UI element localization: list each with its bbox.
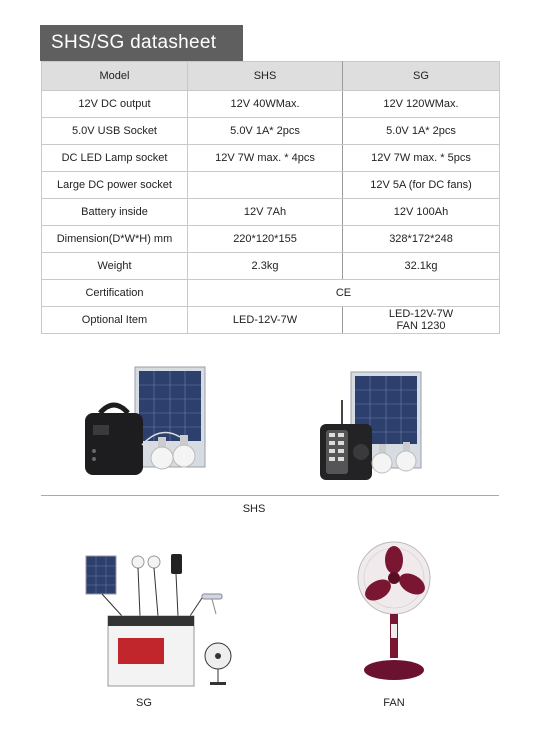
- sg-value: 12V 100Ah: [343, 199, 500, 226]
- fan-base-icon: [364, 660, 424, 680]
- table-row: [42, 280, 500, 307]
- sg-system-diagram: [82, 550, 242, 690]
- sg-optional-line2: FAN 1230: [396, 320, 446, 332]
- shs-caption: SHS: [242, 503, 266, 515]
- row-label: 5.0V USB Socket: [42, 118, 188, 145]
- sg-caption: SG: [136, 697, 152, 709]
- spec-table: [41, 61, 500, 334]
- shs-value: 220*120*155: [188, 226, 343, 253]
- header-sg: SG: [343, 62, 500, 91]
- shs-value: [188, 172, 343, 199]
- row-label: Weight: [42, 253, 188, 280]
- table-row: [42, 226, 500, 253]
- sg-value: [343, 307, 500, 334]
- row-label: Battery inside: [42, 199, 188, 226]
- shs-value: 12V 7Ah: [188, 199, 343, 226]
- desk-lamp-icon: [202, 594, 222, 614]
- battery-icon: [108, 616, 194, 686]
- sg-unit-image: [318, 370, 443, 485]
- sg-value: 12V 120WMax.: [343, 91, 500, 118]
- section-divider: [41, 495, 499, 496]
- sg-value: 328*172*248: [343, 226, 500, 253]
- shs-value: LED-12V-7W: [188, 307, 343, 334]
- table-row: [42, 91, 500, 118]
- sg-value: 5.0V 1A* 2pcs: [343, 118, 500, 145]
- fan-icon: [205, 643, 231, 685]
- row-label: DC LED Lamp socket: [42, 145, 188, 172]
- table-row: [42, 253, 500, 280]
- row-label: Dimension(D*W*H) mm: [42, 226, 188, 253]
- datasheet-title: SHS/SG datasheet: [40, 25, 243, 61]
- shs-kit-image: [80, 365, 220, 485]
- table-row: [42, 145, 500, 172]
- radio-unit-icon: [320, 424, 372, 480]
- battery-unit-icon: [85, 405, 143, 475]
- phone-icon: [171, 554, 182, 574]
- sg-optional-line1: LED-12V-7W: [388, 307, 454, 320]
- fan-caption: FAN: [383, 697, 405, 709]
- shs-value: 12V 40WMax.: [188, 91, 343, 118]
- shs-value: 12V 7W max. * 4pcs: [188, 145, 343, 172]
- sg-value: 12V 5A (for DC fans): [343, 172, 500, 199]
- table-row: [42, 172, 500, 199]
- table-row: [42, 118, 500, 145]
- shs-value: 2.3kg: [188, 253, 343, 280]
- sg-value: 12V 7W max. * 5pcs: [343, 145, 500, 172]
- header-shs: SHS: [188, 62, 343, 91]
- shs-value: 5.0V 1A* 2pcs: [188, 118, 343, 145]
- table-row: [42, 199, 500, 226]
- header-model: Model: [42, 62, 188, 91]
- table-header-row: [42, 62, 500, 91]
- table-row: [42, 307, 500, 334]
- certification-value: CE: [188, 280, 500, 307]
- row-label: 12V DC output: [42, 91, 188, 118]
- row-label: Certification: [42, 280, 188, 307]
- row-label: Large DC power socket: [42, 172, 188, 199]
- sg-value: 32.1kg: [343, 253, 500, 280]
- bulb-icon: [132, 556, 160, 568]
- solar-panel-icon: [86, 556, 116, 594]
- row-label: Optional Item: [42, 307, 188, 334]
- standing-fan-image: [352, 540, 442, 690]
